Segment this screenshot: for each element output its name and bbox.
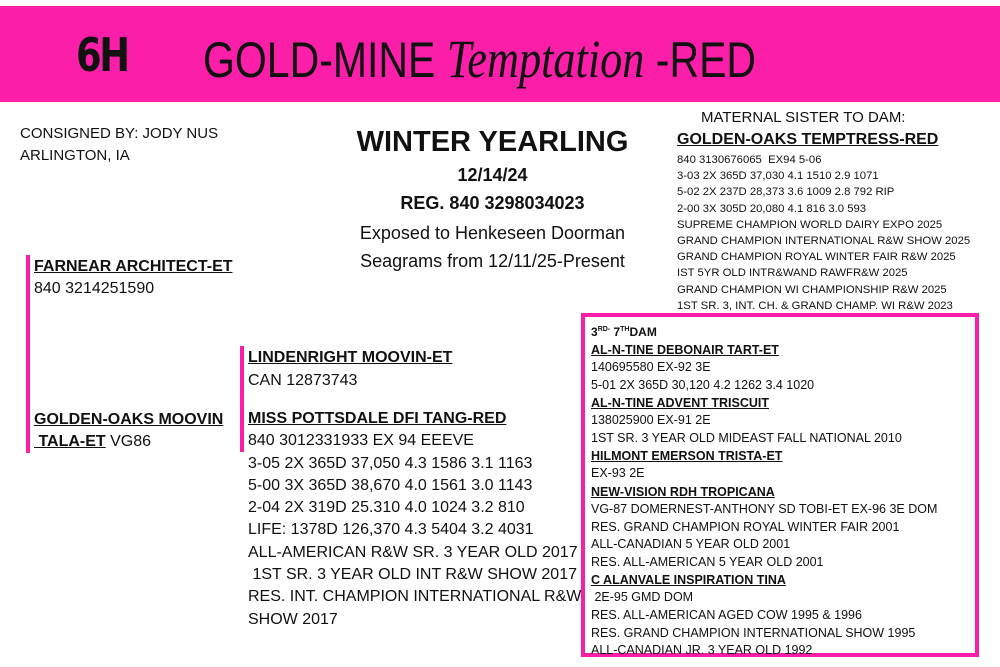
maternal-sister-line: 3-03 2X 365D 37,030 4.1 1510 2.9 1071 [677,170,879,183]
grand-dam-line: 1ST SR. 3 YEAR OLD INT R&W SHOW 2017 [248,566,577,584]
dam-entry-line: 2E-95 GMD DOM [591,590,694,605]
grand-dam-line: 3-05 2X 365D 37,050 4.3 1586 3.1 1163 [248,454,533,472]
animal-title [203,28,756,90]
pedigree-bar-grand-parents [240,346,244,452]
dam-entry-line: 1ST SR. 3 YEAR OLD MIDEAST FALL NATIONAL 2010 [591,430,902,445]
dam-entry-line: RES. ALL-AMERICAN 5 YEAR OLD 2001 [591,554,824,569]
dam-name-line-2: TALA-ET [34,433,106,450]
animal-class: WINTER YEARLING [356,126,629,158]
maternal-sister-line: 840 3130676065 EX94 5-06 [677,154,822,166]
maternal-sister-line: 1ST SR. 3, INT. CH. & GRAND CHAMP. WI R&W 2023 [677,299,953,312]
dams-box-entries [591,341,975,660]
consigner-block [20,123,218,167]
grand-dam-line: LIFE: 1378D 126,370 4.3 5404 3.2 4031 [248,521,534,539]
sire-reg: 840 3214251590 [34,280,155,297]
dams-box-heading [591,321,975,341]
grand-dam-line: 840 3012331933 EX 94 EEEVE [248,432,474,450]
registration-number: REG. 840 3298034023 [400,193,585,213]
maternal-sister-line: SUPREME CHAMPION WORLD DAIRY EXPO 2025 [677,218,943,231]
dam-entry-line: 5-01 2X 365D 30,120 4.2 1262 3.4 1020 [591,377,815,392]
consigner-location: ARLINGTON, IA [20,147,130,164]
dam-entry-name: NEW-VISION RDH TROPICANA [591,484,775,499]
heading-c: DAM [629,325,657,339]
grand-sire-reg: CAN 12873743 [248,372,358,389]
maternal-sister-lines [677,152,970,314]
maternal-sister-line: 2-00 3X 305D 20,080 4.1 816 3.0 593 [677,202,867,215]
maternal-sister-heading: MATERNAL SISTER TO DAM: [701,109,906,126]
maternal-sister-block [677,108,970,314]
header-banner [0,6,1000,102]
dam-entry-line: RES. GRAND CHAMPION ROYAL WINTER FAIR 2001 [591,519,900,534]
heading-a: 3 [591,325,598,339]
grand-dam-line: 5-00 3X 365D 38,670 4.0 1561 3.0 1143 [248,476,533,494]
maternal-sister-line: 5-02 2X 237D 28,373 3.6 1009 2.8 792 RIP [677,186,895,199]
maternal-sister-line: GRAND CHAMPION WI CHAMPIONSHIP R&W 2025 [677,283,947,296]
grand-sire-block [248,346,452,392]
dam-entry-line: RES. ALL-AMERICAN AGED COW 1995 & 1996 [591,607,862,622]
dam-entry-line: 140695580 EX-92 3E [591,360,711,374]
title-suffix: -RED [644,32,757,88]
lot-number: 6H [76,28,128,82]
dam-entry-name: HILMONT EMERSON TRISTA-ET [591,449,783,464]
title-script-name: Temptation [446,29,645,89]
dam-entry-line: ALL-CANADIAN JR. 3 YEAR OLD 1992 [591,643,813,658]
grand-dam-line: ALL-AMERICAN R&W SR. 3 YEAR OLD 2017 [248,543,578,561]
grand-dam-block [248,408,586,631]
maternal-sister-line: IST 5YR OLD INTR&WAND RAWFR&W 2025 [677,267,908,280]
dam-score: VG86 [105,433,152,450]
title-prefix: GOLD-MINE [203,32,447,88]
animal-info [330,124,655,275]
dam-entry-line: EX-93 2E [591,466,645,481]
birth-date: 12/14/24 [457,165,528,185]
sire-block [34,256,233,300]
maternal-sister-name: GOLDEN-OAKS TEMPTRESS-RED [677,131,939,148]
dams-box [581,313,979,657]
dam-entry-line: 138025900 EX-91 2E [591,413,711,428]
grand-dam-line: 2-04 2X 319D 25.310 4.0 1024 3.2 810 [248,499,525,517]
heading-b: 7 [610,325,621,339]
dam-entry-line: VG-87 DOMERNEST-ANTHONY SD TOBI-ET EX-96 3E DOM [591,501,938,516]
grand-dam-name: MISS POTTSDALE DFI TANG-RED [248,410,507,427]
sire-name: FARNEAR ARCHITECT-ET [34,258,233,275]
dam-entry-name: AL-N-TINE DEBONAIR TART-ET [591,343,779,357]
grand-dam-lines [248,430,586,631]
heading-a-sup: RD- [597,326,611,333]
pedigree-bar-sire-dam [26,255,30,453]
dam-entry-line: RES. GRAND CHAMPION INTERNATIONAL SHOW 1995 [591,625,916,640]
grand-sire-name: LINDENRIGHT MOOVIN-ET [248,349,453,366]
grand-dam-line: RES. INT. CHAMPION INTERNATIONAL R&W SHOW 2017 [248,588,586,628]
maternal-sister-line: GRAND CHAMPION INTERNATIONAL R&W SHOW 2025 [677,235,971,248]
exposed-line-1: Exposed to Henkeseen Doorman [359,223,626,243]
dam-block [34,409,223,453]
dam-entry-name: C ALANVALE INSPIRATION TINA [591,573,786,588]
dam-entry-line: ALL-CANADIAN 5 YEAR OLD 2001 [591,537,791,552]
dam-name-line-1: GOLDEN-OAKS MOOVIN [34,411,224,428]
dam-entry-name: AL-N-TINE ADVENT TRISCUIT [591,396,769,411]
consigner-name: CONSIGNED BY: JODY NUS [20,125,219,142]
heading-b-sup: TH [620,326,630,333]
exposed-line-2: Seagrams from 12/11/25-Present [360,251,625,271]
maternal-sister-line: GRAND CHAMPION ROYAL WINTER FAIR R&W 2025 [677,251,956,264]
